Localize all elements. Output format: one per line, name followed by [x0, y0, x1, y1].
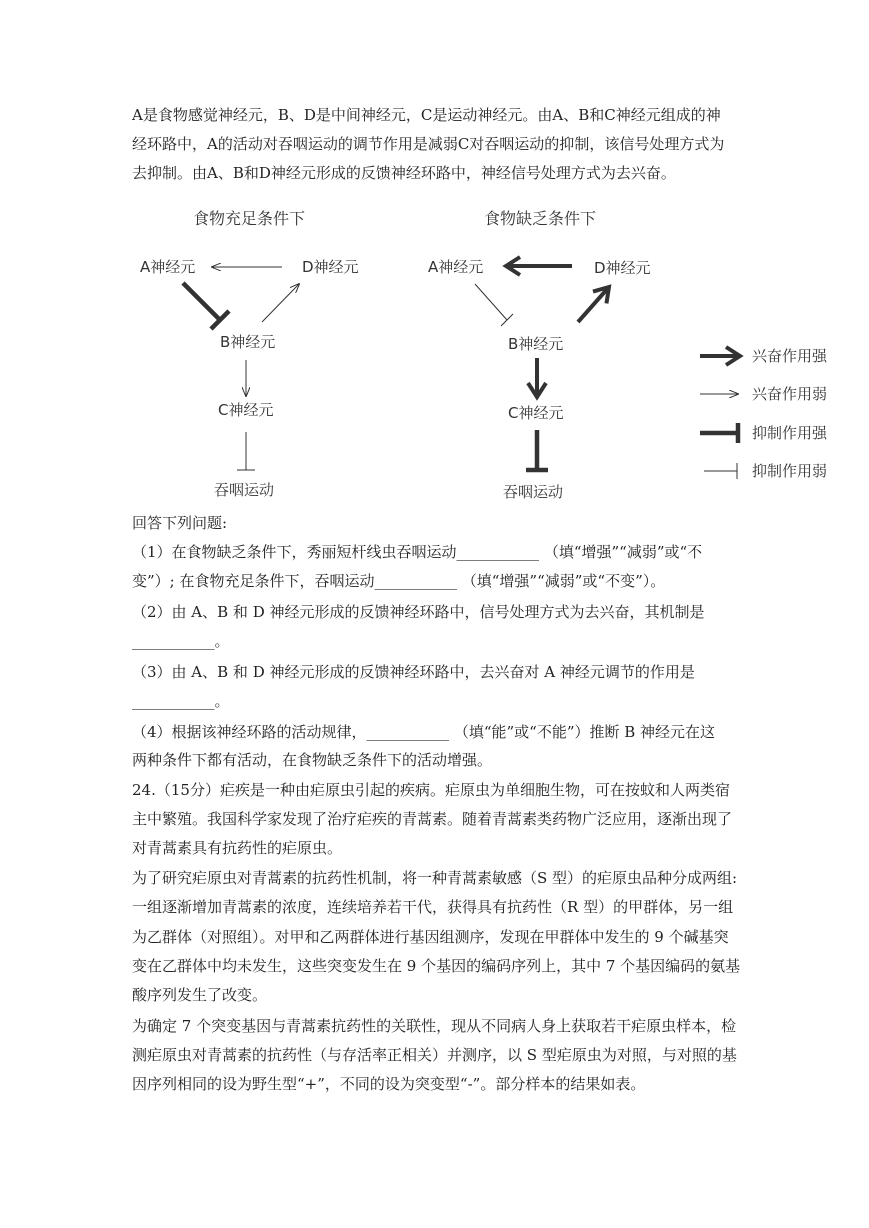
- question-3-answer-line: ___________。: [132, 692, 230, 710]
- right-diagram-title: 食物缺乏条件下: [484, 209, 597, 228]
- right-c-to-swallow-strong-inhibit: [526, 430, 548, 470]
- left-node-a: A神经元: [140, 258, 196, 276]
- question-2-line: （2）由 A、B 和 D 神经元形成的反馈神经环路中，信号处理方式为去兴奋，其机制是: [132, 603, 705, 621]
- q24-paragraph-1-line: 24.（15分）疟疾是一种由疟原虫引起的疾病。疟原虫为单细胞生物，可在按蚊和人两类宿: [132, 781, 730, 799]
- right-node-a: A神经元: [428, 258, 484, 276]
- legend-strong-inhibit-label: 抑制作用强: [752, 424, 828, 442]
- q24-paragraph-3-line: 测疟原虫对青蒿素的抗药性（与存活率正相关）并测序，以 S 型疟原虫为对照，与对照的基: [132, 1046, 737, 1064]
- legend-strong-excite-label: 兴奋作用强: [752, 347, 828, 365]
- left-node-b: B神经元: [220, 333, 276, 351]
- legend-weak-inhibit-label: 抑制作用弱: [752, 462, 828, 480]
- left-b-to-d-weak-excite: [262, 284, 299, 322]
- legend-weak-inhibit: [704, 462, 827, 480]
- q24-paragraph-1-line: 对青蒿素具有抗药性的疟原虫。: [132, 839, 343, 857]
- q24-paragraph-1-line: 主中繁殖。我国科学家发现了治疗疟疾的青蒿素。随着青蒿素类药物广泛应用，逐渐出现了: [132, 810, 733, 828]
- legend-weak-excite: [700, 385, 827, 403]
- q24-paragraph-3-line: 为确定 7 个突变基因与青蒿素抗药性的关联性，现从不同病人身上获取若干疟原虫样本，检: [132, 1017, 737, 1035]
- right-node-b: B神经元: [508, 335, 564, 353]
- legend-strong-inhibit: [700, 423, 828, 443]
- q24-paragraph-3-line: 因序列相同的设为野生型“+”，不同的设为突变型“-”。部分样本的结果如表。: [132, 1075, 646, 1093]
- right-node-swallow: 吞咽运动: [503, 483, 564, 501]
- q24-paragraph-2-line: 酸序列发生了改变。: [132, 986, 268, 1004]
- left-c-to-swallow-weak-inhibit: [237, 432, 255, 470]
- q24-paragraph-2-line: 变在乙群体中均未发生，这些突变发生在 9 个基因的编码序列上，其中 7 个基因编码的氨基: [132, 957, 741, 975]
- right-b-to-d-strong-excite: [578, 287, 609, 322]
- question-2-answer-line: ___________。: [132, 632, 230, 650]
- left-diagram-title: 食物充足条件下: [193, 209, 306, 228]
- right-a-to-b-weak-inhibit: [475, 284, 513, 326]
- q24-paragraph-2-line: 一组逐渐增加青蒿素的浓度，连续培养若干代，获得具有抗药性（R 型）的甲群体，另一组: [132, 898, 734, 916]
- neural-circuit-diagram: [0, 195, 869, 510]
- question-3-line: （3）由 A、B 和 D 神经元形成的反馈神经环路中，去兴奋对 A 神经元调节的作用是: [132, 663, 695, 681]
- left-a-to-b-strong-inhibit: [183, 283, 229, 329]
- right-node-c: C神经元: [508, 404, 564, 422]
- intro-line: 去抑制。由A、B和D神经元形成的反馈神经环路中，神经信号处理方式为去兴奋。: [132, 164, 676, 182]
- legend: [700, 347, 828, 480]
- intro-line: 经环路中，A的活动对吞咽运动的调节作用是减弱C对吞咽运动的抑制，该信号处理方式为: [132, 135, 725, 153]
- left-node-swallow: 吞咽运动: [214, 481, 275, 499]
- q24-paragraph-2-line: 为乙群体（对照组）。对甲和乙两群体进行基因组测序，发现在甲群体中发生的 9 个碱基突: [132, 928, 729, 946]
- left-node-d: D神经元: [302, 258, 359, 276]
- legend-strong-excite: [700, 347, 828, 365]
- question-4-line: 两种条件下都有活动，在食物缺乏条件下的活动增强。: [132, 751, 493, 769]
- q24-paragraph-2-line: 为了研究疟原虫对青蒿素的抗药性机制，将一种青蒿素敏感（S 型）的疟原虫品种分成两组:: [132, 869, 738, 887]
- legend-weak-excite-label: 兴奋作用弱: [752, 385, 828, 403]
- right-node-d: D神经元: [594, 259, 651, 277]
- left-node-c: C神经元: [218, 401, 274, 419]
- intro-line: A是食物感觉神经元，B、D是中间神经元，C是运动神经元。由A、B和C神经元组成的神: [132, 106, 721, 124]
- questions-heading: 回答下列问题:: [132, 514, 228, 532]
- question-4-line: （4）根据该神经环路的活动规律，___________ （填“能”或“不能”）推断 B 神经元在这: [132, 723, 716, 741]
- question-1-line: 变”）; 在食物充足条件下，吞咽运动___________ （填“增强”“减弱”或“不变”）。: [132, 572, 666, 590]
- question-1-line: （1）在食物缺乏条件下，秀丽短杆线虫吞咽运动___________ （填“增强”“减弱”或“不: [132, 543, 703, 561]
